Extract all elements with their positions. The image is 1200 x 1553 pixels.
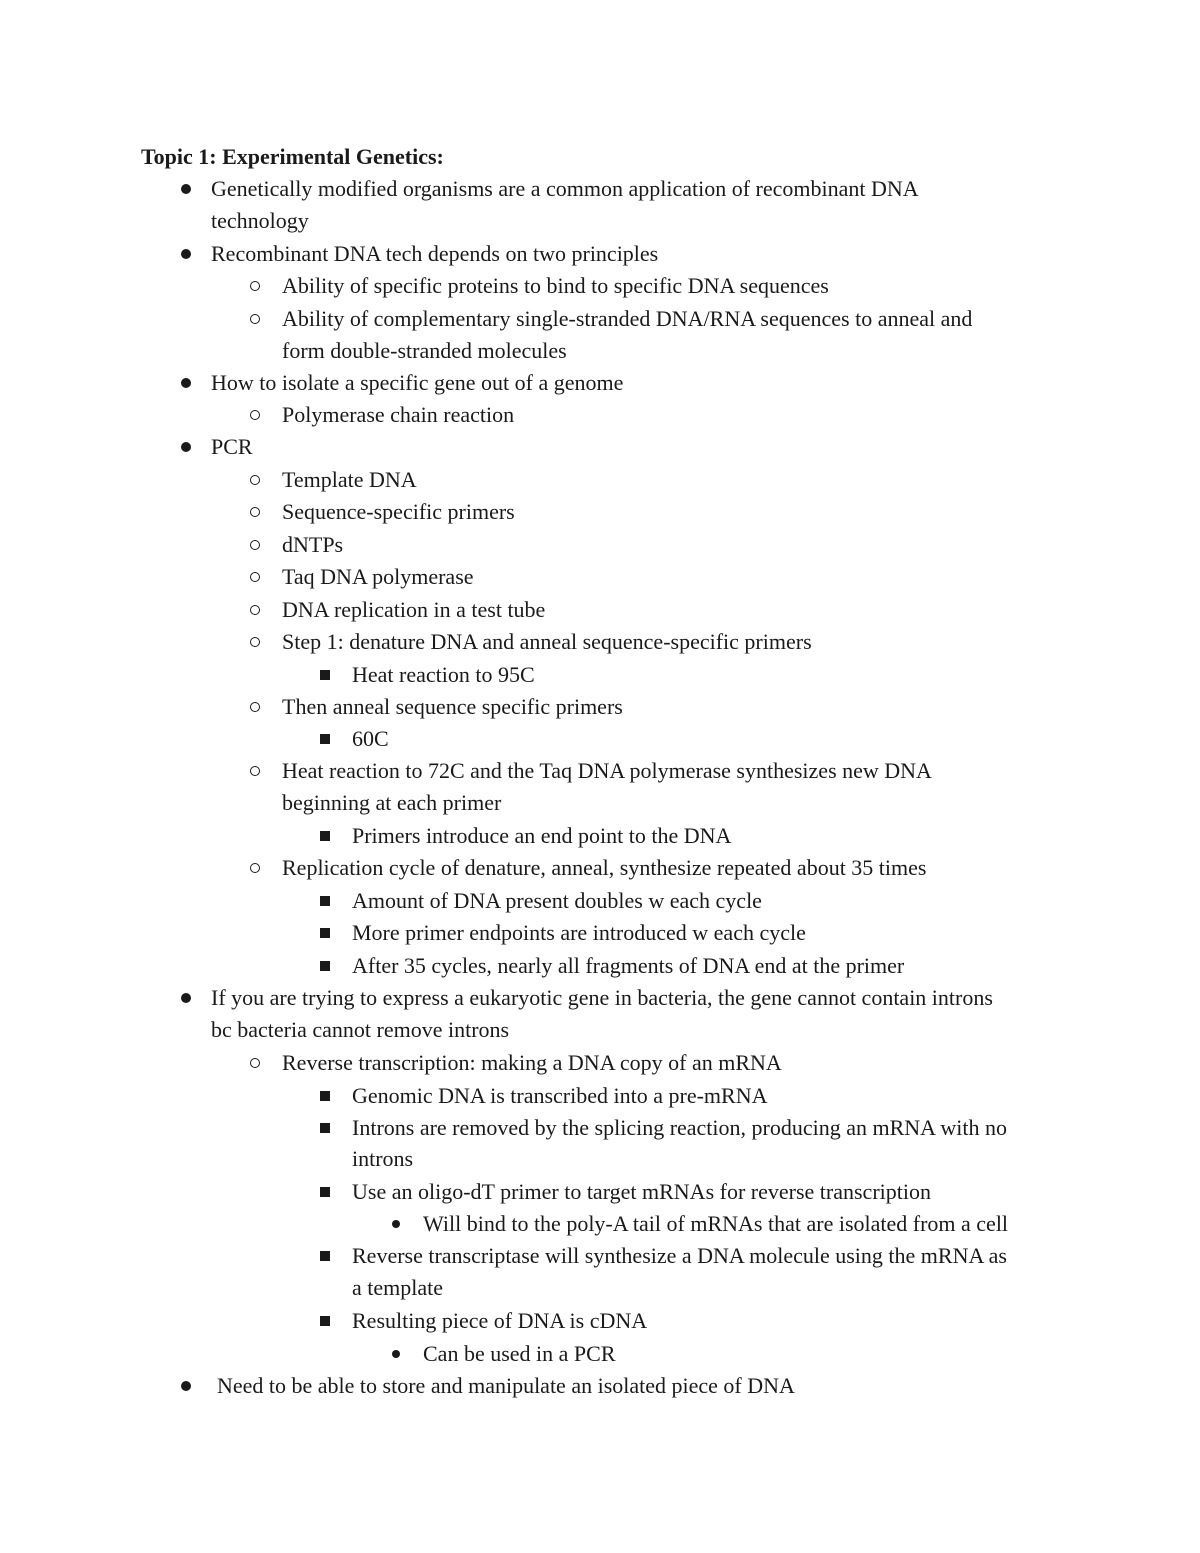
list-item-text: dNTPs [282,532,344,557]
list-item-text: Heat reaction to 72C and the Taq DNA polymerase synthesizes new DNA [282,758,932,783]
bullet-circle-icon [240,594,270,626]
list-item-text: Use an oligo-dT primer to target mRNAs for reverse transcription [352,1179,931,1204]
bullet-square-icon [310,885,340,917]
bullet-circle-icon [240,496,270,528]
list-item-text: Heat reaction to 95C [352,662,535,687]
list-item-text-continued: introns [352,1146,414,1171]
bullet-square-icon [310,950,340,982]
list-item-text: DNA replication in a test tube [282,597,546,622]
bullet-circle-icon [240,303,270,335]
bullet-dot-icon [171,367,201,399]
list-item-text: Recombinant DNA tech depends on two principles [211,241,659,266]
list-item-text: PCR [211,434,253,459]
bullet-circle-icon [240,270,270,302]
list-item-text-continued: beginning at each primer [282,790,502,815]
list-item-text: Introns are removed by the splicing reaction, producing an mRNA with no [352,1115,1007,1140]
list-item-text: Genetically modified organisms are a common application of recombinant DNA [211,176,919,201]
list-item-text: Resulting piece of DNA is cDNA [352,1308,648,1333]
list-item-text: Reverse transcription: making a DNA copy of an mRNA [282,1050,782,1075]
bullet-dot-icon [171,238,201,270]
list-item-text-continued: technology [211,208,309,233]
list-item-text: Template DNA [282,467,417,492]
list-item-text: Then anneal sequence specific primers [282,694,623,719]
list-item-text: Sequence-specific primers [282,499,515,524]
list-item-text: Amount of DNA present doubles w each cycle [352,888,762,913]
list-item-text: How to isolate a specific gene out of a genome [211,370,624,395]
list-item-text: Polymerase chain reaction [282,402,515,427]
list-item-text-continued: bc bacteria cannot remove introns [211,1017,510,1042]
list-item-text: Will bind to the poly-A tail of mRNAs that are isolated from a cell [423,1211,1009,1236]
list-item-text: Need to be able to store and manipulate an isolated piece of DNA [217,1373,795,1398]
bullet-circle-icon [240,852,270,884]
bullet-square-icon [310,1240,340,1272]
bullet-square-icon [310,1112,340,1144]
bullet-circle-icon [240,399,270,431]
list-item-text: Reverse transcriptase will synthesize a DNA molecule using the mRNA as [352,1243,1007,1268]
bullet-dot-icon [381,1338,411,1370]
bullet-circle-icon [240,1047,270,1079]
bullet-square-icon [310,820,340,852]
list-item-text: If you are trying to express a eukaryotic gene in bacteria, the gene cannot contain introns [211,985,993,1010]
list-item-text: Step 1: denature DNA and anneal sequence-specific primers [282,629,812,654]
list-item-text: Replication cycle of denature, anneal, synthesize repeated about 35 times [282,855,927,880]
bullet-square-icon [310,1176,340,1208]
bullet-square-icon [310,723,340,755]
bullet-circle-icon [240,464,270,496]
list-item-text: Ability of complementary single-stranded DNA/RNA sequences to anneal and [282,306,973,331]
list-item-text: Ability of specific proteins to bind to specific DNA sequences [282,273,829,298]
bullet-circle-icon [240,561,270,593]
bullet-dot-icon [381,1208,411,1240]
bullet-square-icon [310,659,340,691]
list-item-text: Genomic DNA is transcribed into a pre-mRNA [352,1083,768,1108]
bullet-circle-icon [240,529,270,561]
list-item-text: Taq DNA polymerase [282,564,474,589]
list-item-text: Can be used in a PCR [423,1341,616,1366]
list-item-text: 60C [352,726,389,751]
list-item-text: More primer endpoints are introduced w each cycle [352,920,806,945]
bullet-circle-icon [240,755,270,787]
bullet-square-icon [310,1080,340,1112]
bullet-dot-icon [171,982,201,1014]
bullet-dot-icon [171,1370,201,1402]
bullet-dot-icon [171,173,201,205]
list-item-text: Primers introduce an end point to the DNA [352,823,732,848]
list-item-text-continued: form double-stranded molecules [282,338,567,363]
bullet-square-icon [310,1305,340,1337]
bullet-square-icon [310,917,340,949]
page-title: Topic 1: Experimental Genetics: [141,144,444,169]
bullet-dot-icon [171,431,201,463]
bullet-circle-icon [240,691,270,723]
bullet-circle-icon [240,626,270,658]
list-item-text-continued: a template [352,1275,444,1300]
list-item-text: After 35 cycles, nearly all fragments of DNA end at the primer [352,953,905,978]
